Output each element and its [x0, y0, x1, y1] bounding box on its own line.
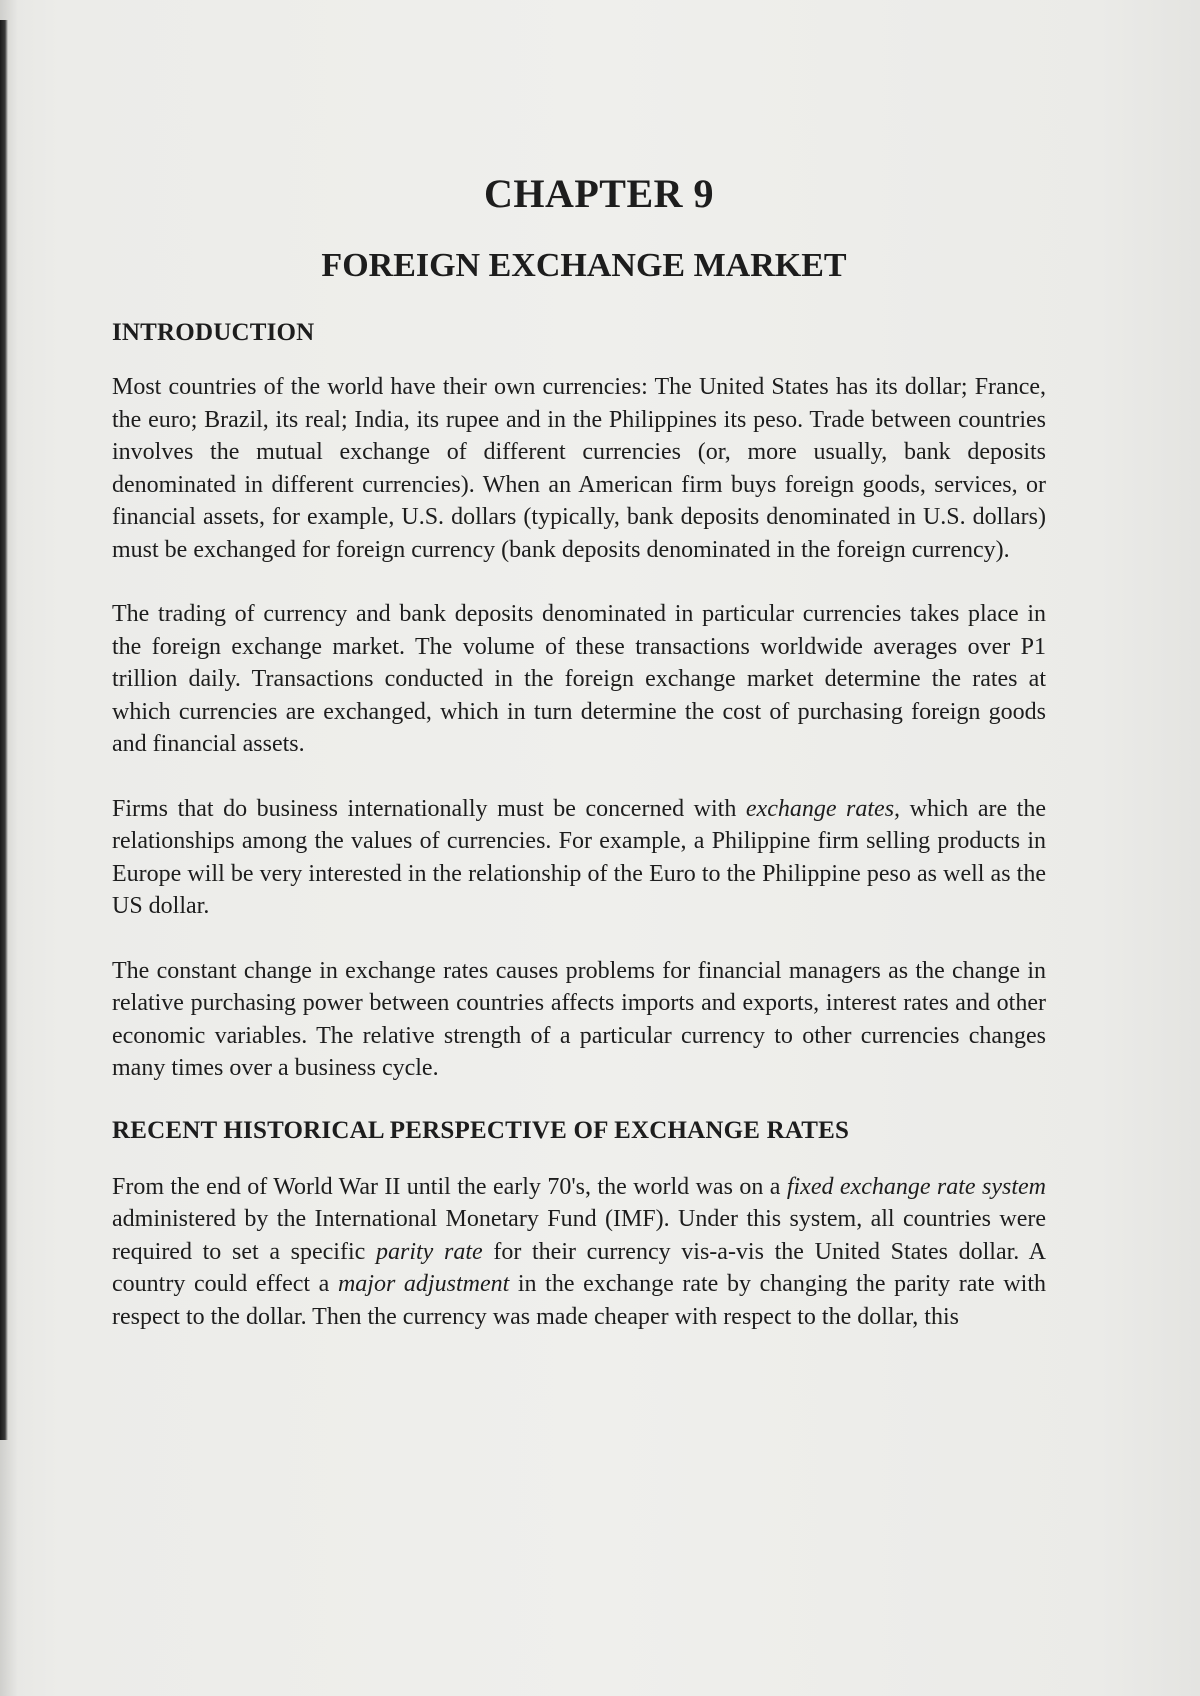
- chapter-label: CHAPTER 9: [483, 171, 715, 216]
- paragraph-text: The constant change in exchange rates causes problems for financial managers as the change in relative purchasing power between countries affects imports and exports, interest rates and other economic variables. The relative strength of a particular currency to other currencies changes many times over a business cycle.: [112, 957, 1046, 1081]
- paragraph-text: Most countries of the world have their own currencies: The United States has its dollar; France, the euro; Brazil, its real; India, its rupee and in the Philippines its peso. Trade between countries involves the mutual exchange of different currencies (or, more usually, bank deposits denominated in different currencies). When an American firm buys foreign goods, services, or financial assets, for example, U.S. dollars (typically, bank deposits denominated in U.S. dollars) must be exchanged for foreign currency (bank deposits denominated in the foreign currency).: [112, 374, 1046, 563]
- chapter-title: FOREIGN EXCHANGE MARKET: [321, 247, 847, 284]
- paragraph-text: The trading of currency and bank deposits denominated in particular currencies takes place in the foreign exchange market. The volume of these transactions worldwide averages over P1 trillion daily. Transactions conducted in the foreign exchange market determine the rates at which currencies are exchanged, which in turn determine the cost of purchasing foreign goods and financial assets.: [112, 601, 1046, 757]
- emphasis-term: parity rate: [375, 1238, 483, 1265]
- emphasis-term: fixed exchange rate system: [786, 1173, 1046, 1200]
- paragraph-text: in the exchange rate by changing the parity rate with respect to the dollar. Then the currency was made cheaper with respect to the dollar, this: [112, 1271, 1046, 1330]
- book-spine-shadow: [0, 20, 8, 1440]
- paragraph: [112, 598, 1046, 761]
- paragraph: [112, 793, 1046, 923]
- paragraph: [112, 955, 1046, 1085]
- section-heading-historical-perspective: RECENT HISTORICAL PERSPECTIVE OF EXCHANGE RATES: [112, 1116, 850, 1144]
- paragraph-text: administered by the International Monetary Fund (IMF). Under this system, all countries were required to set a specific: [112, 1206, 1046, 1265]
- section-heading-introduction: INTRODUCTION: [112, 319, 315, 346]
- emphasis-term: exchange rates,: [745, 795, 901, 822]
- paragraph-text: Firms that do business internationally must be concerned with: [112, 795, 746, 822]
- paragraph-text: which are the relationships among the values of currencies. For example, a Philippine firm selling products in Europe will be very interested in the relationship of the Euro to the Philippine peso as well as the US dollar.: [112, 795, 1046, 919]
- page-content: [112, 170, 1046, 1365]
- paragraph: [112, 371, 1046, 566]
- paragraph-text: From the end of World War II until the early 70's, the world was on a: [112, 1173, 787, 1200]
- emphasis-term: major adjustment: [337, 1271, 510, 1297]
- paragraph: [112, 1171, 1046, 1334]
- paragraph-text: for their currency vis-a-vis the United States dollar. A country could effect a: [112, 1238, 1046, 1297]
